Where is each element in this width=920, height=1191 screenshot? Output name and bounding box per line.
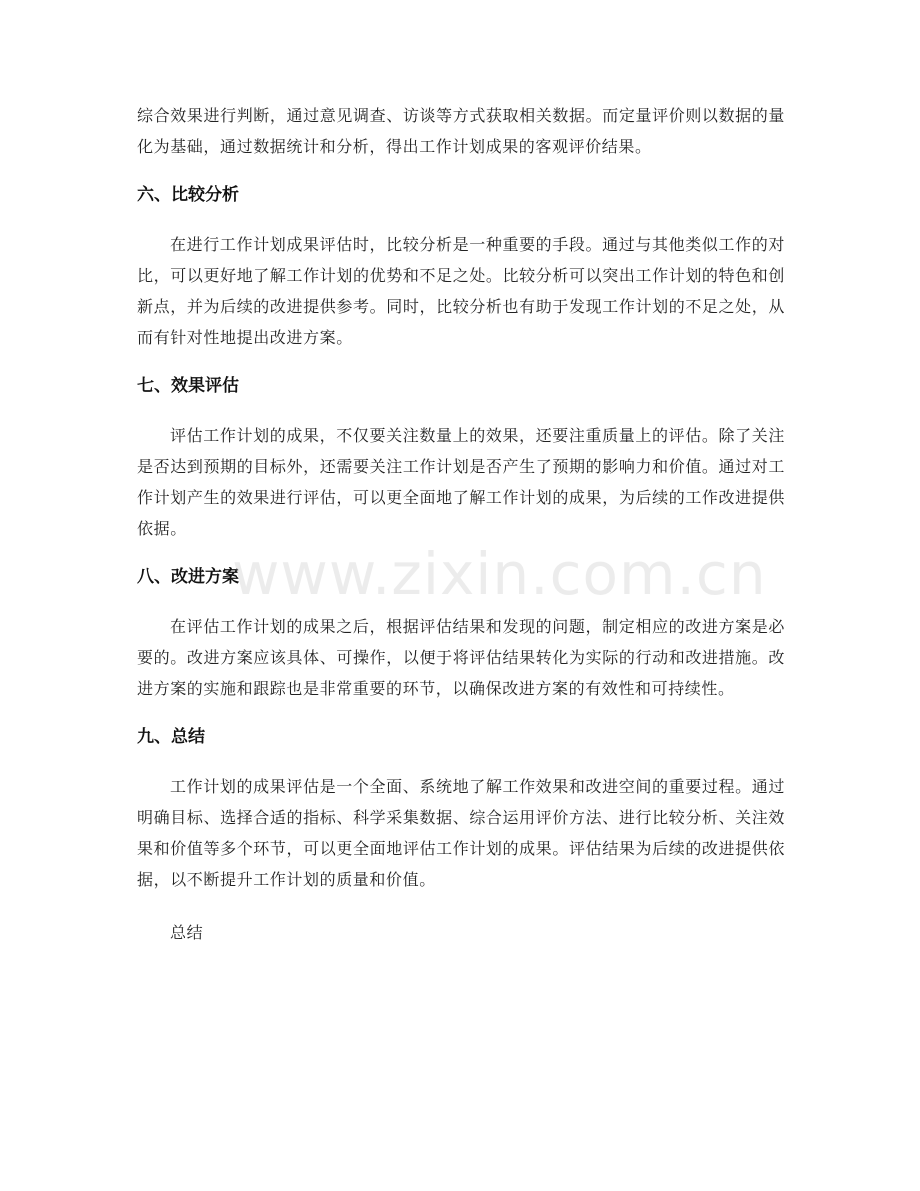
section-heading-improvement-plan: 八、改进方案 bbox=[137, 567, 239, 587]
section-heading-summary: 九、总结 bbox=[137, 727, 205, 747]
section-heading-effect-evaluation: 七、效果评估 bbox=[137, 376, 239, 396]
section-body-summary: 工作计划的成果评估是一个全面、系统地了解工作效果和改进空间的重要过程。通过明确目标、选择合适的指标、科学采集数据、综合运用评价方法、进行比较分析、关注效果和价值等多个环节，可以更全面地评估工作计划的成果。评估结果为后续的改进提供依据，以不断提升工作计划的质量和价值。 bbox=[137, 777, 785, 889]
document-body bbox=[137, 100, 785, 948]
intro-paragraph: 综合效果进行判断，通过意见调查、访谈等方式获取相关数据。而定量评价则以数据的量化为基础，通过数据统计和分析，得出工作计划成果的客观评价结果。 bbox=[137, 106, 785, 156]
watermark-text: www.zixin.com.cn bbox=[232, 540, 767, 608]
section-heading-comparison: 六、比较分析 bbox=[137, 185, 239, 205]
section-body-effect-evaluation: 评估工作计划的成果，不仅要关注数量上的效果，还要注重质量上的评估。除了关注是否达到预期的目标外，还需要关注工作计划是否产生了预期的影响力和价值。通过对工作计划产生的效果进行评估，可以更全面地了解工作计划的成果，为后续的工作改进提供依据。 bbox=[137, 426, 785, 538]
section-body-improvement-plan: 在评估工作计划的成果之后，根据评估结果和发现的问题，制定相应的改进方案是必要的。改进方案应该具体、可操作，以便于将评估结果转化为实际的行动和改进措施。改进方案的实施和跟踪也是非常重要的环节，以确保改进方案的有效性和可持续性。 bbox=[137, 617, 785, 698]
closing-label: 总结 bbox=[170, 923, 204, 942]
section-body-comparison: 在进行工作计划成果评估时，比较分析是一种重要的手段。通过与其他类似工作的对比，可以更好地了解工作计划的优势和不足之处。比较分析可以突出工作计划的特色和创新点，并为后续的改进提供参考。同时，比较分析也有助于发现工作计划的不足之处，从而有针对性地提出改进方案。 bbox=[137, 235, 785, 347]
